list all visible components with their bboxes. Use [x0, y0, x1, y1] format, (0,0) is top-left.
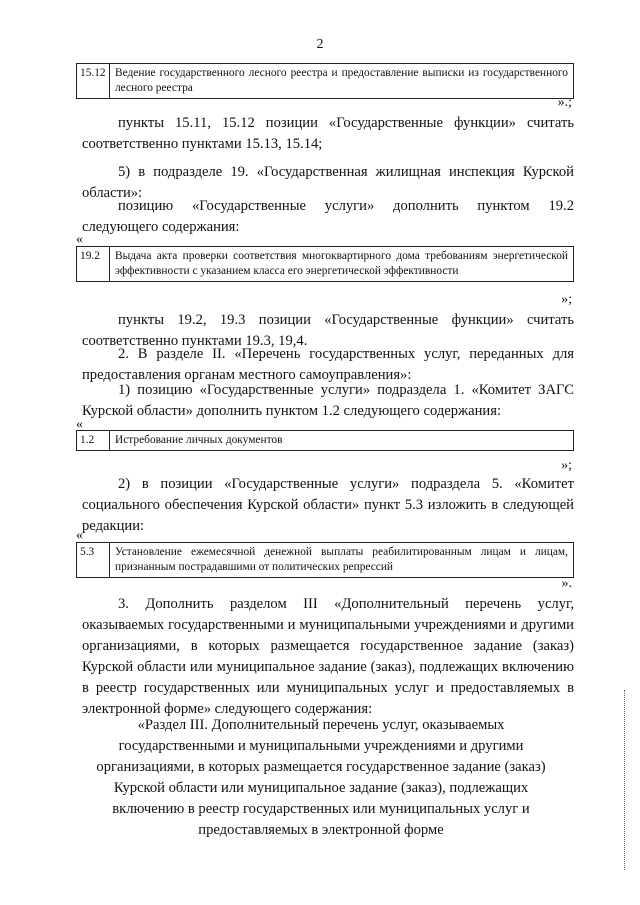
- table-row-5-3: [76, 542, 574, 578]
- row-number: 19.2: [77, 247, 110, 281]
- row-text: Истребование личных документов: [115, 434, 283, 446]
- paragraph: 2) в позиции «Государственные услуги» подраздела 5. «Комитет социального обеспечения Курской области» пункт 5.3 изложить в следующей редакции:: [82, 476, 574, 534]
- table-row-1-2: [76, 430, 574, 451]
- closing-quote: ».: [561, 576, 572, 591]
- table-row-15-12: [76, 63, 574, 99]
- row-number: 5.3: [77, 543, 110, 577]
- section-title: «Раздел III. Дополнительный перечень услуг, оказываемых государственными и муниципальными учреждениями и другими организациями, в которых размещается государственное задание (заказ) Курской области или муниципальное задание (заказ), подлежащих включению в реестр государственных или муниципальных услуг и предоставляемых в электронной форме: [96, 717, 546, 838]
- page-number: 2: [316, 37, 324, 52]
- margin-scan-artifact: [624, 690, 626, 870]
- table-row-19-2: [76, 246, 574, 282]
- row-text: Установление ежемесячной денежной выплаты реабилитированным лицам и лицам, признанным пострадавшими от политических репрессий: [115, 546, 568, 573]
- paragraph: 5) в подразделе 19. «Государственная жилищная инспекция Курской области»:: [82, 164, 574, 201]
- opening-quote: «: [76, 417, 83, 432]
- row-number: 15.12: [77, 64, 110, 98]
- row-text: Ведение государственного лесного реестра и предоставление выписки из государственного лесного реестра: [115, 67, 568, 94]
- closing-quote: ».;: [557, 95, 572, 110]
- paragraph: 2. В разделе II. «Перечень государственных услуг, переданных для предоставления органам местного самоуправления»:: [82, 346, 574, 383]
- closing-quote: »;: [561, 292, 572, 307]
- row-text: Выдача акта проверки соответствия многоквартирного дома требованиям энергетической эффективности с указанием класса его энергетической эффективности: [115, 250, 568, 277]
- opening-quote: «: [76, 528, 83, 543]
- row-number: 1.2: [77, 431, 110, 450]
- opening-quote: «: [76, 232, 83, 247]
- paragraph: позицию «Государственные услуги» дополнить пунктом 19.2 следующего содержания:: [82, 198, 574, 235]
- paragraph: пункты 15.11, 15.12 позиции «Государственные функции» считать соответственно пунктами 15.13, 15.14;: [82, 115, 574, 152]
- paragraph: 1) позицию «Государственные услуги» подраздела 1. «Комитет ЗАГС Курской области» дополнить пунктом 1.2 следующего содержания:: [82, 382, 574, 419]
- paragraph: пункты 19.2, 19.3 позиции «Государственные функции» считать соответственно пунктами 19.3, 19,4.: [82, 312, 574, 349]
- paragraph: 3. Дополнить разделом III «Дополнительный перечень услуг, оказываемых государственными и муниципальными учреждениями и другими организациями, в которых размещается государственное задание (заказ) Курской области или муниципальное задание (заказ), подлежащих включению в реестр государственных или муниципальных услуг и предоставляемых в электронной форме» следующего содержания:: [82, 596, 574, 717]
- closing-quote: »;: [561, 458, 572, 473]
